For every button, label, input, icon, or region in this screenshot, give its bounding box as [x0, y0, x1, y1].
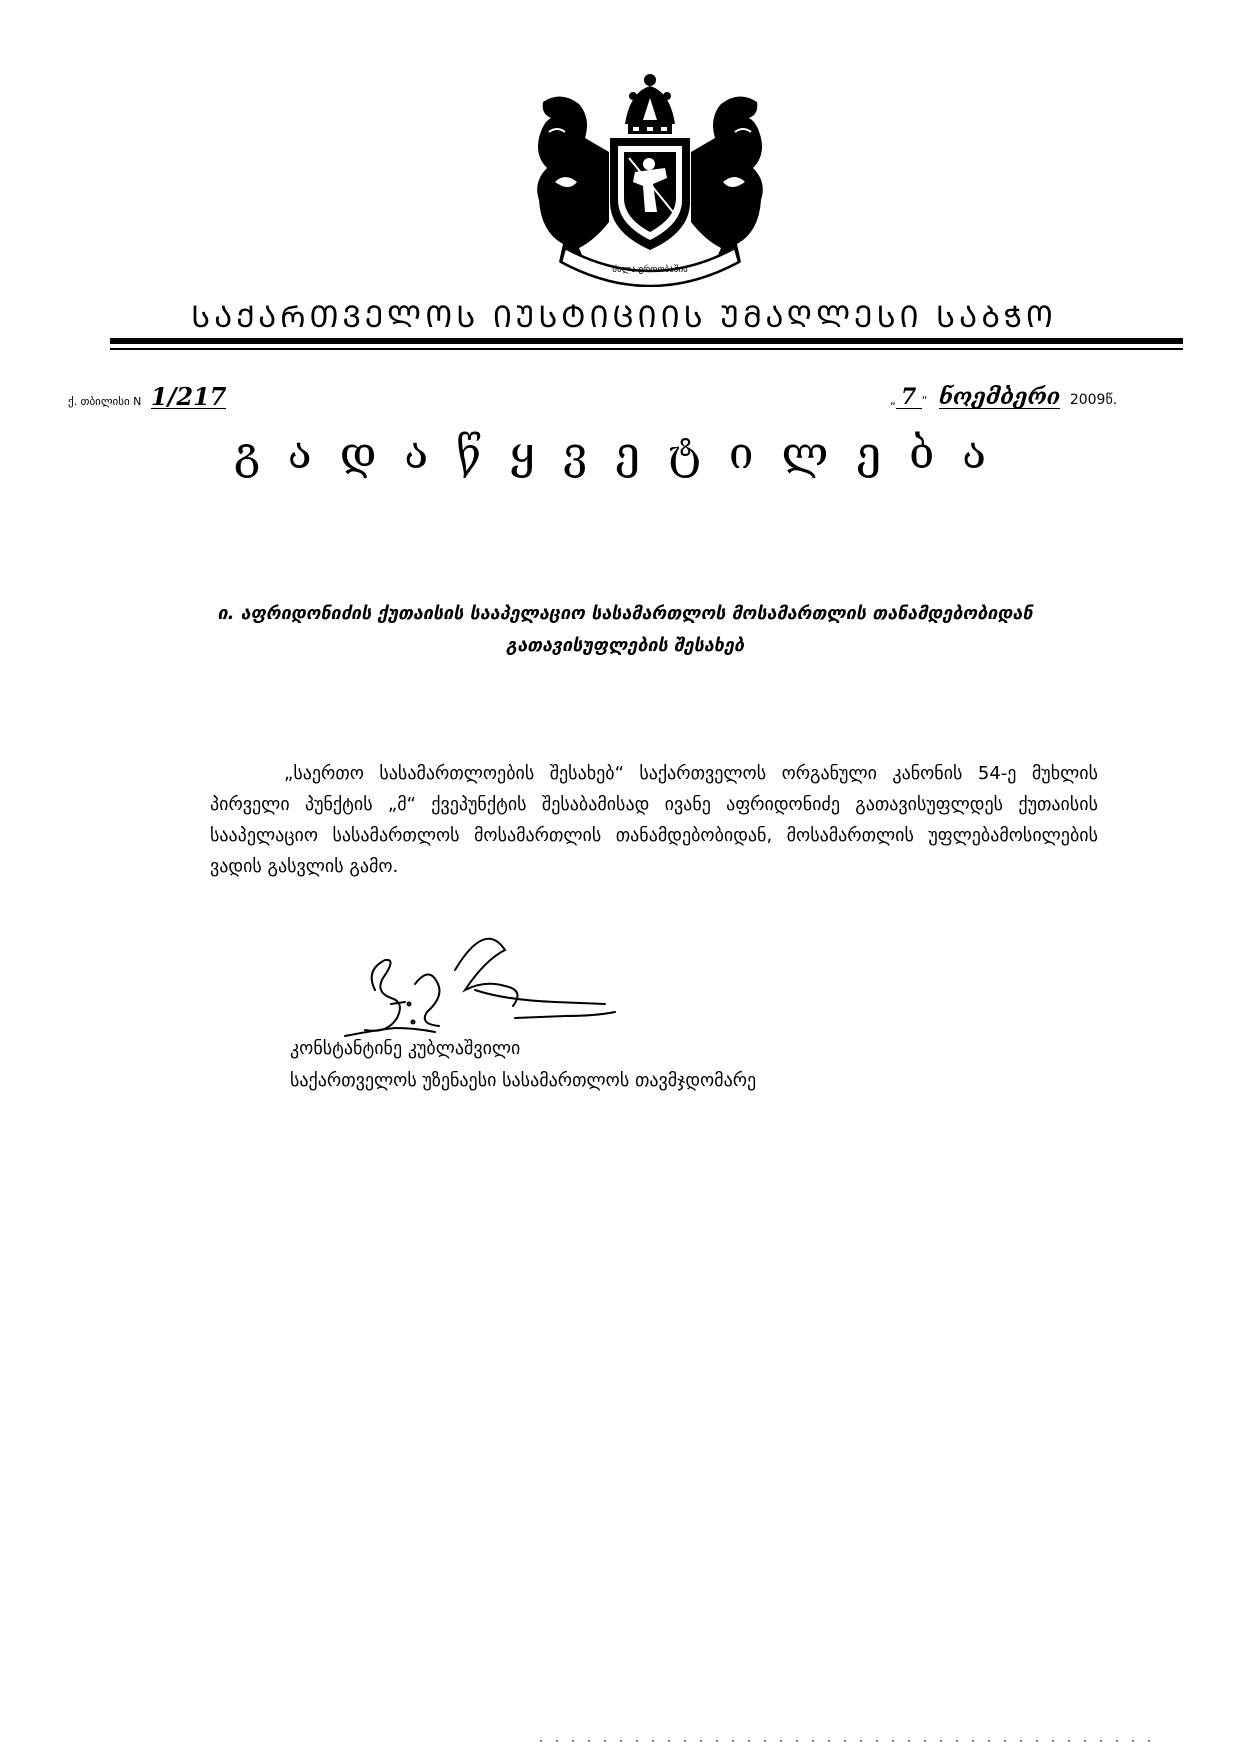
document-number: 1/217 — [150, 382, 227, 411]
number-label: ქ. თბილისი N — [68, 395, 142, 408]
document-title: გადაწყვეტილება — [233, 428, 1014, 479]
header-rule-thin — [110, 348, 1183, 350]
document-number-line — [68, 382, 227, 411]
signature-icon — [335, 930, 695, 1050]
council-title: ᲡᲐᲥᲐᲠᲗᲕᲔᲚᲝᲡ ᲘᲣᲡᲢᲘᲪᲘᲘᲡ ᲣᲛᲐᲦᲚᲔᲡᲘ ᲡᲐᲑᲭᲝ — [191, 300, 1057, 335]
date-year: 2009წ. — [1069, 392, 1118, 408]
signer-name: კონსტანტინე კუბლაშვილი — [290, 1038, 521, 1059]
emblem-motto: ძალა ერთობაშია — [612, 265, 688, 275]
document-date-line: „ 7 “ ნოემბერი 2009წ. — [890, 384, 1118, 410]
header-rule-thick — [110, 338, 1183, 344]
date-day: 7 — [896, 386, 922, 409]
scan-artifact-divider — [540, 1738, 1160, 1744]
document-subject: ი. აფრიდონიძის ქუთაისის სააპელაციო სასამართლოს მოსამართლის თანამდებობიდან გათავისუფლების შესახებ — [217, 603, 1033, 656]
date-month: ნოემბერი — [938, 384, 1061, 410]
georgia-coat-of-arms-icon — [525, 72, 775, 287]
document-body: „საერთო სასამართლოების შესახებ“ საქართველოს ორგანული კანონის 54-ე მუხლის პირველი პუნქტის „მ“ ქვეპუნქტის შესაბამისად ივანე აფრიდონიძე გათავისუფლდეს ქუთაისის სააპელაციო სასამართლოს მოსამართლის თანამდებობიდან, მოსამართლის უფლებამოსილების ვადის გასვლის გამო. — [210, 763, 1098, 877]
signer-position: საქართველოს უზენაესი სასამართლოს თავმჯდომარე — [290, 1070, 757, 1091]
